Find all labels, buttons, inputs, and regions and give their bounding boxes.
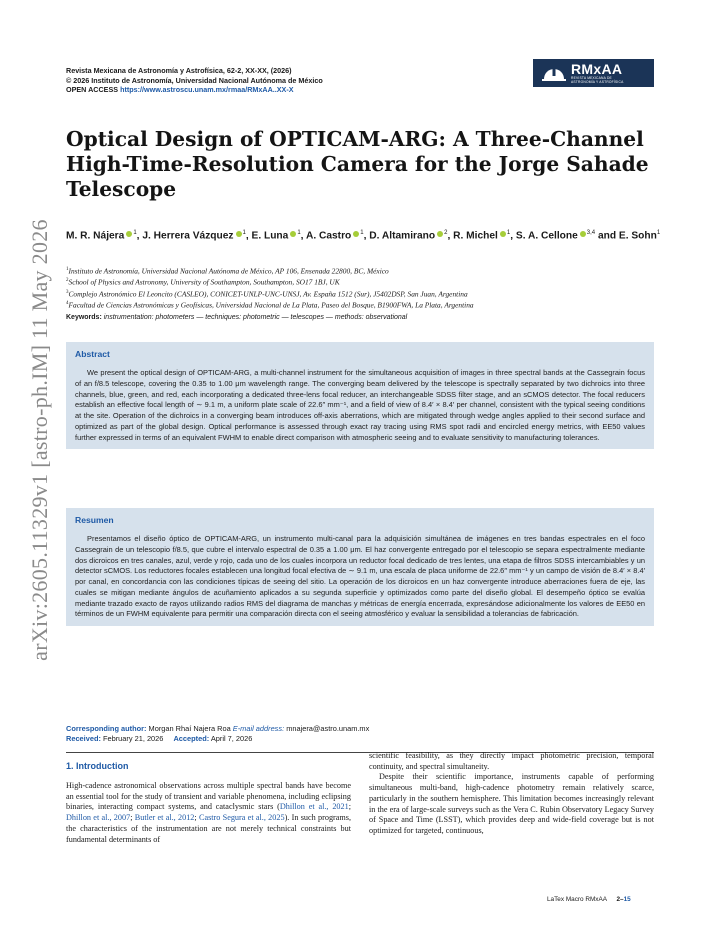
author-separator: ,	[300, 230, 306, 242]
open-access-label: OPEN ACCESS	[66, 85, 119, 94]
author-name: R. Michel	[453, 230, 498, 242]
affiliation-text: Complejo Astronómico El Leoncito (CASLEO), CONICET-UNLP-UNC-UNSJ, Av. España 1512 (Sur), J5402DSP, San Juan, Argentina	[68, 289, 468, 298]
journal-url-link[interactable]: https://www.astroscu.unam.mx/rmaa/RMxAA..XX-X	[120, 85, 294, 94]
author-separator: ,	[363, 230, 370, 242]
intro-paragraph-2: Despite their scientific importance, instruments capable of performing simultaneous multi-band, high-cadence photometry remain relatively scarce, particularly in the southern hemisphere. This limitation becomes increasingly relevant in the era of large-scale surveys such as the Vera C. Rubin Observatory Legacy Survey of Space and Time (LSST), which provides deep and wide-field coverage but is not optimized for targeted, continuous,	[369, 772, 654, 835]
page-number	[616, 896, 630, 903]
affiliation-number: 2	[66, 278, 69, 284]
affiliation-list	[66, 265, 666, 310]
email-address-link[interactable]: mnajera@astro.unam.mx	[286, 724, 370, 733]
author-name: M. R. Nájera	[66, 230, 125, 242]
accepted-label: Accepted:	[173, 733, 210, 743]
page-current: 2	[616, 896, 621, 903]
author-name: D. Altamirano	[369, 230, 436, 242]
author-affiliation-number: 1	[133, 230, 137, 236]
orcid-icon[interactable]	[353, 231, 359, 237]
citation-link[interactable]: Castro Segura et al., 2025	[198, 813, 285, 823]
keywords-text: instrumentation: photometers — techniques: photometric — telescopes — methods: observational	[103, 314, 408, 321]
author-affiliation-number: 1	[297, 230, 301, 236]
affiliation-number: 1	[66, 267, 69, 272]
affiliation-item	[66, 299, 666, 310]
affiliation-text: School of Physics and Astronomy, University of Southampton, Southampton, SO17 1BJ, UK	[68, 277, 340, 287]
author-affiliation-number: 1	[360, 230, 364, 236]
author-name: E. Sohn	[618, 230, 657, 242]
citation-separator: ;	[130, 813, 135, 823]
orcid-icon[interactable]	[580, 231, 586, 237]
intro-text-a: High-cadence astronomical observations across multiple spectral bands have become an essential tool for the study of transient and variable phenomena, including eclipsing binaries, interacting compact systems, and cataclysmic stars (	[66, 781, 351, 812]
affiliation-text: Instituto de Astronomía, Universidad Nacional Autónoma de México, AP 106, Ensenada 22800, BC, México	[68, 266, 389, 276]
page-dash: –	[620, 896, 624, 903]
citation-separator: ;	[348, 802, 351, 812]
citation-separator: ;	[194, 813, 199, 823]
intro-paragraph-1	[66, 781, 351, 845]
affiliation-number: 3	[66, 289, 69, 295]
received-label: Received:	[66, 733, 101, 743]
author-separator: ,	[245, 230, 252, 242]
received-date: February 21, 2026	[102, 733, 164, 743]
author-name: E. Luna	[251, 230, 289, 242]
intro-paragraph-1-continued: scientific feasibility, as they directly impact photometric precision, temporal continuity, and spectral simultaneity.	[369, 751, 654, 771]
orcid-icon[interactable]	[290, 231, 296, 237]
corresponding-author-line	[66, 724, 369, 734]
affiliation-number: 4	[66, 300, 69, 306]
page-footer	[547, 896, 631, 903]
author-affiliation-number: 2	[444, 230, 448, 236]
logo-text: RMxAA	[571, 61, 623, 77]
author-name: S. A. Cellone	[515, 230, 578, 242]
citation-link[interactable]: Butler et al., 2012	[134, 813, 195, 823]
accepted-date: April 7, 2026	[210, 733, 253, 743]
orcid-icon[interactable]	[126, 231, 132, 237]
arxiv-stamp	[20, 200, 60, 680]
author-name: J. Herrera Vázquez	[142, 230, 234, 242]
abstract-text: We present the optical design of OPTICAM-ARG, a multi-channel instrument for the simultaneous acquisition of images in three spectral bands at the Cassegrain focus of an f/8.5 telescope, covering the 0.35 to 1.00 μm wavelength range. The converging beam delivered by the telescope is spectrally separated by two dichroics into three channels, blue, green, and red, each incorporating a dedicated three-lens focal reducer, an interchangeable SDSS filter stage, and an sCMOS detector. The focal reducers establish an effective focal length of ∼ 9.1 m, a uniform plate scale of 22.6″ mm⁻¹, and a field of view of 8.4′ × 8.4′ per channel, consistent with the typical seeing conditions at the site. Operation of the dichroics in a converging beam introduces off-axis aberrations, which are mitigated through wedge angles applied to their second surface and optimized as part of the global design. Optical performance is assessed through exact ray tracing using RMS spot radii and encircled energy metrics, with EE50 values further expressed in terms of an equivalent FWHM to enable direct comparison with atmospheric seeing and to evaluate sensitivity to manufacturing tolerances.	[75, 368, 645, 442]
author-affiliation-number: 3,4	[586, 230, 596, 236]
page-total-link[interactable]: 15	[623, 896, 631, 903]
resumen-box	[66, 508, 654, 626]
email-label: E-mail address:	[232, 724, 285, 733]
intro-left-column	[66, 781, 351, 845]
observatory-dome-icon	[541, 64, 567, 82]
resumen-heading: Resumen	[75, 515, 114, 525]
logo-subtitle-1: REVISTA MEXICANA DE	[571, 76, 612, 80]
affiliation-text: Facultad de Ciencias Astronómicas y Geofísicas, Universidad Nacional de La Plata, Paseo del Bosque, B1900FWA, La Plata, Argentina	[68, 300, 474, 310]
open-access-line	[66, 85, 323, 95]
logo-subtitle-2: ASTRONOMÍA Y ASTROFÍSICA	[571, 80, 624, 84]
affiliation-item	[66, 276, 666, 287]
author-affiliation-number: 1	[242, 230, 246, 236]
keywords-label: Keywords:	[66, 314, 102, 321]
affiliation-item	[66, 265, 666, 276]
orcid-icon[interactable]	[500, 231, 506, 237]
author-separator: ,	[136, 230, 143, 242]
journal-copyright: © 2026 Instituto de Astronomía, Universidad Nacional Autónoma de México	[66, 75, 323, 85]
dates-line	[66, 734, 369, 744]
resumen-text: Presentamos el diseño óptico de OPTICAM-ARG, un instrumento multi-canal para la adquisición simultánea de imágenes en tres bandas espectrales en el foco Cassegrain de un telescopio f/8.5, que cubre el intervalo espectral de 0.35 a 1.00 μm. El haz convergente entregado por el telescopio se separa espectralmente mediante dos dicroicos en tres canales, azul, verde y rojo, cada uno de los cuales incorpora un reductor focal dedicado de tres lentes, una etapa de filtros SDSS intercambiables y un detector sCMOS. Los reductores focales establecen una longitud focal efectiva de ∼ 9.1 m, una escala de placa uniforme de 22.6″ mm⁻¹ y un campo de visión de 8.4′ × 8.4′ por canal, en concordancia con las condiciones típicas de seeing del sitio. La operación de los dicroicos en un haz convergente introduce aberraciones fuera de eje, las cuales se mitigan mediante ángulos de acuñamiento aplicados a su segunda superficie y optimizados como parte del diseño global. El desempeño óptico se evalúa mediante trazado exacto de rayos utilizando radios RMS del diagrama de manchas y métricas de energía encerrada, expresándose adicionalmente los valores de EE50 en términos de un FWHM equivalente para permitir una comparación directa con el seeing atmosférico y evaluar la sensibilidad a tolerancias de fabricación.	[75, 534, 645, 619]
orcid-icon[interactable]	[437, 231, 443, 237]
author-separator: ,	[510, 230, 516, 242]
author-name: A. Castro	[305, 230, 352, 242]
arxiv-stamp-text: arXiv:2605.11329v1 [astro-ph.IM] 11 May 2026	[27, 219, 53, 661]
affiliation-item	[66, 288, 666, 299]
rmxaa-logo	[533, 59, 654, 87]
footer-macro: LaTex Macro RMxAA	[547, 896, 607, 903]
author-affiliation-number: 1	[656, 230, 661, 236]
intro-right-column	[369, 751, 654, 837]
keywords	[66, 314, 666, 321]
section-heading-introduction: 1. Introduction	[66, 761, 129, 771]
abstract-box	[66, 342, 654, 449]
journal-citation: Revista Mexicana de Astronomía y Astrofísica, 62-2, XX-XX, (2026)	[66, 66, 292, 75]
corresponding-name: Morgan Rhaí Najera Roa	[148, 724, 231, 733]
intro-text-b: ). In such programs, the characteristics of the instrumentation are not merely technical constraints but fundamental determinants of	[66, 813, 352, 844]
author-separator: ,	[447, 230, 454, 242]
paper-title: Optical Design of OPTICAM-ARG: A Three-Channel High-Time-Resolution Camera for the Jorge Sahade Telescope	[66, 127, 649, 201]
orcid-icon[interactable]	[236, 231, 242, 237]
citation-link[interactable]: Dhillon et al., 2007	[66, 813, 131, 823]
article-meta	[66, 724, 369, 743]
author-separator: and	[595, 230, 619, 242]
author-affiliation-number: 1	[506, 230, 511, 236]
author-list	[66, 226, 666, 243]
journal-header	[66, 66, 323, 95]
corresponding-label: Corresponding author:	[66, 724, 147, 733]
abstract-heading: Abstract	[75, 349, 110, 359]
citation-link[interactable]: Dhillon et al., 2021	[279, 802, 349, 812]
